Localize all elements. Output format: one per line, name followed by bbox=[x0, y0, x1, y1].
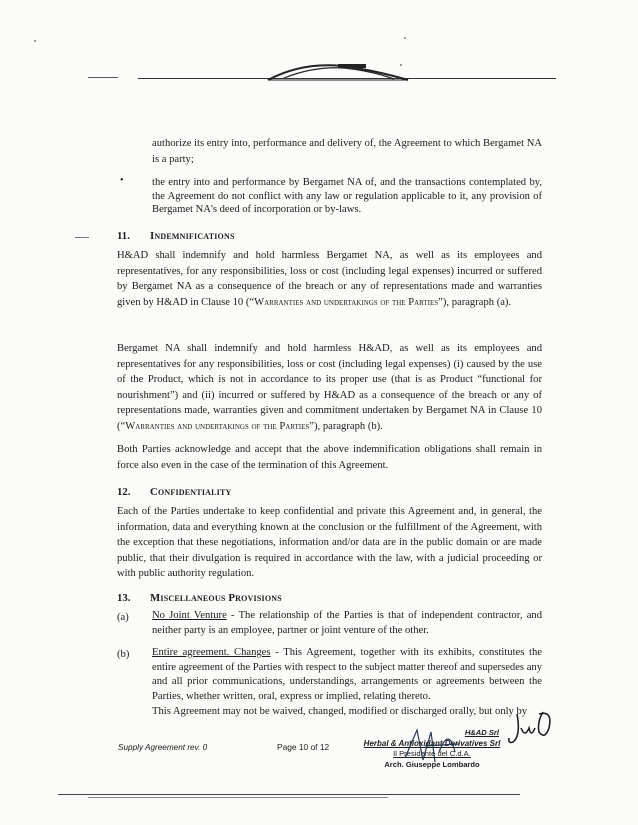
provision-text: - This Agreement, together with its exhibits, constitutes the entire agreement of the Parties with respect to the subject matter thereof and supersedes any and all prior communications, understandings, arrangements or agreements between the Parties, whether written, oral, express or implied, relating thereto. bbox=[152, 647, 542, 702]
clause-reference: Warranties and undertakings of the Parties bbox=[125, 420, 310, 432]
clause-reference: Warranties and undertakings of the Parties bbox=[254, 296, 439, 308]
paragraph-text: ”), paragraph (a). bbox=[438, 296, 512, 308]
section-11-paragraph-3: Both Parties acknowledge and accept that the above indemnification obligations shall remain in force also even in the case of the termination of this Agreement. bbox=[117, 444, 542, 471]
signature-scribble-icon bbox=[395, 722, 475, 768]
page-number: Page 10 of 12 bbox=[277, 742, 330, 752]
header-rule-left bbox=[88, 77, 118, 78]
continuation-text-1: authorize its entry into, performance and delivery of, the Agreement to which Bergamet NA is a party; bbox=[152, 138, 542, 165]
provision-title: No Joint Venture bbox=[152, 610, 227, 621]
provision-b bbox=[152, 646, 542, 704]
section-title: Confidentiality bbox=[150, 486, 232, 498]
stamp-abbr: H&AD Srl bbox=[464, 728, 499, 737]
section-number: 13. bbox=[117, 592, 131, 604]
provision-b-continued: This Agreement may not be waived, changed, modified or discharged orally, but only by bbox=[152, 706, 528, 717]
paragraph-text: ”), paragraph (b). bbox=[309, 420, 383, 432]
scan-speck bbox=[34, 40, 36, 42]
section-number: 11. bbox=[117, 230, 130, 242]
header-logo-icon bbox=[262, 58, 412, 84]
scan-speck bbox=[400, 64, 402, 66]
stamp-company: Herbal & Antioxidant Derivatives Srl bbox=[363, 738, 501, 748]
bullet-icon: • bbox=[120, 175, 124, 186]
paragraph-text: H&AD shall indemnify and hold harmless Bergamet NA, as well as its employees and representatives, for any responsibilities, loss or cost (including legal expenses) incurred or suffered by Bergamet NA as a consequence of the breach or any of representations made and warranties given by H&AD in Clause 10 (“ bbox=[117, 250, 542, 308]
footer-rule bbox=[58, 794, 520, 795]
section-12-paragraph-1: Each of the Parties undertake to keep confidential and private this Agreement and, in general, the information, data and everything known at the conclusion or the fulfillment of the Agreement, with the exception that these negotiations, information and/or data are in the public domain or are made public, that their divulgation is required in accordance with the law, with a judicial proceeding or with public authority regulation. bbox=[117, 506, 542, 580]
scan-speck bbox=[404, 37, 406, 39]
margin-mark bbox=[75, 237, 89, 238]
provision-label: (a) bbox=[117, 612, 129, 623]
section-11-paragraph-2 bbox=[117, 341, 542, 435]
initials-signature-icon bbox=[505, 702, 557, 746]
continuation-text-2: the entry into and performance by Bergamet NA of, and the transactions contemplated by, the Agreement do not conflict with any law or regulation applicable to it, any provision of Bergamet NA's deed of incorporation or by-laws. bbox=[152, 177, 542, 215]
stamp-name: Arch. Giuseppe Lombardo bbox=[384, 759, 480, 769]
provision-text: - The relationship of the Parties is that of independent contractor, and neither party is an employee, partner or joint venture of the other. bbox=[152, 610, 542, 636]
section-number: 12. bbox=[117, 486, 131, 498]
section-title: Indemnifications bbox=[150, 230, 235, 242]
document-name: Supply Agreement rev. 0 bbox=[118, 743, 208, 752]
section-11-paragraph-1 bbox=[117, 248, 542, 310]
footer-rule-faint bbox=[88, 797, 388, 798]
provision-label: (b) bbox=[117, 649, 130, 660]
provision-a bbox=[152, 609, 542, 638]
provision-title: Entire agreement. Changes bbox=[152, 647, 271, 658]
stamp-role: Il Presidente del C.d.A. bbox=[393, 749, 471, 758]
section-title: Miscellaneous Provisions bbox=[150, 592, 282, 604]
paragraph-text: Bergamet NA shall indemnify and hold harmless H&AD, as well as its employees and representatives for any responsibilities, loss or cost (including legal expenses) (i) caused by the use of the Product, which is not in accordance to its proper use (that is as Product “functional for nourishment”) and (ii) incurred or suffered by H&AD as a consequence of the breach or any of representations made, warranties given and commitment undertaken by Bergamet NA in Clause 10 (“ bbox=[117, 343, 542, 432]
